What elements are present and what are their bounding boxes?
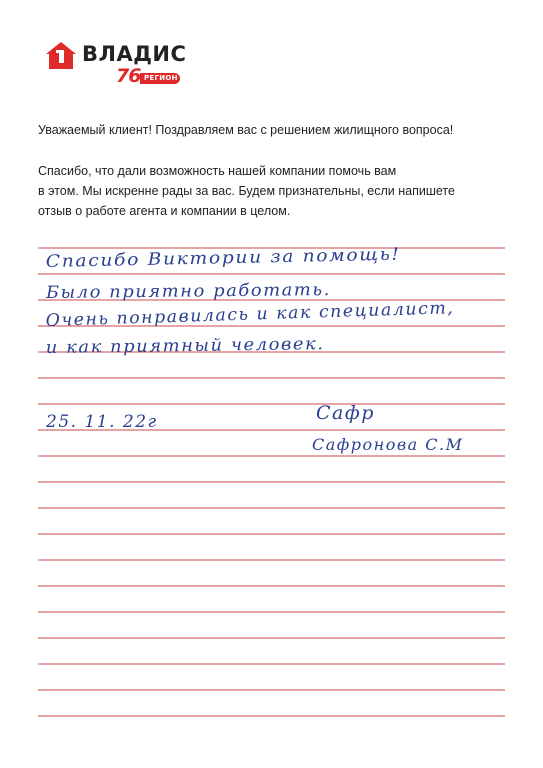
logo-region-number: 76 (116, 65, 141, 87)
greeting-text: Уважаемый клиент! Поздравляем вас с решением жилищного вопроса! (38, 123, 454, 137)
logo-company-name: ВЛАДИС (82, 42, 187, 66)
thanks-line: в этом. Мы искренне рады за вас. Будем признательны, если напишете (38, 184, 455, 198)
handwritten-line: Спасибо Виктории за помощь! (45, 244, 401, 272)
handwritten-line: Очень понравилась и как специалист, (45, 298, 455, 331)
thanks-line: Спасибо, что дали возможность нашей компании помочь вам (38, 164, 397, 178)
logo-region-label: РЕГИОН (144, 74, 178, 82)
handwritten-signature: Сафр (316, 402, 375, 424)
handwritten-signer-name: Сафронова С.М (312, 435, 464, 454)
handwritten-date: 25. 11. 22г (46, 412, 158, 432)
handwritten-line: и как приятный человек. (45, 334, 325, 358)
thanks-line: отзыв о работе агента и компании в целом. (38, 204, 291, 218)
handwritten-line: Было приятно работать. (45, 280, 332, 303)
